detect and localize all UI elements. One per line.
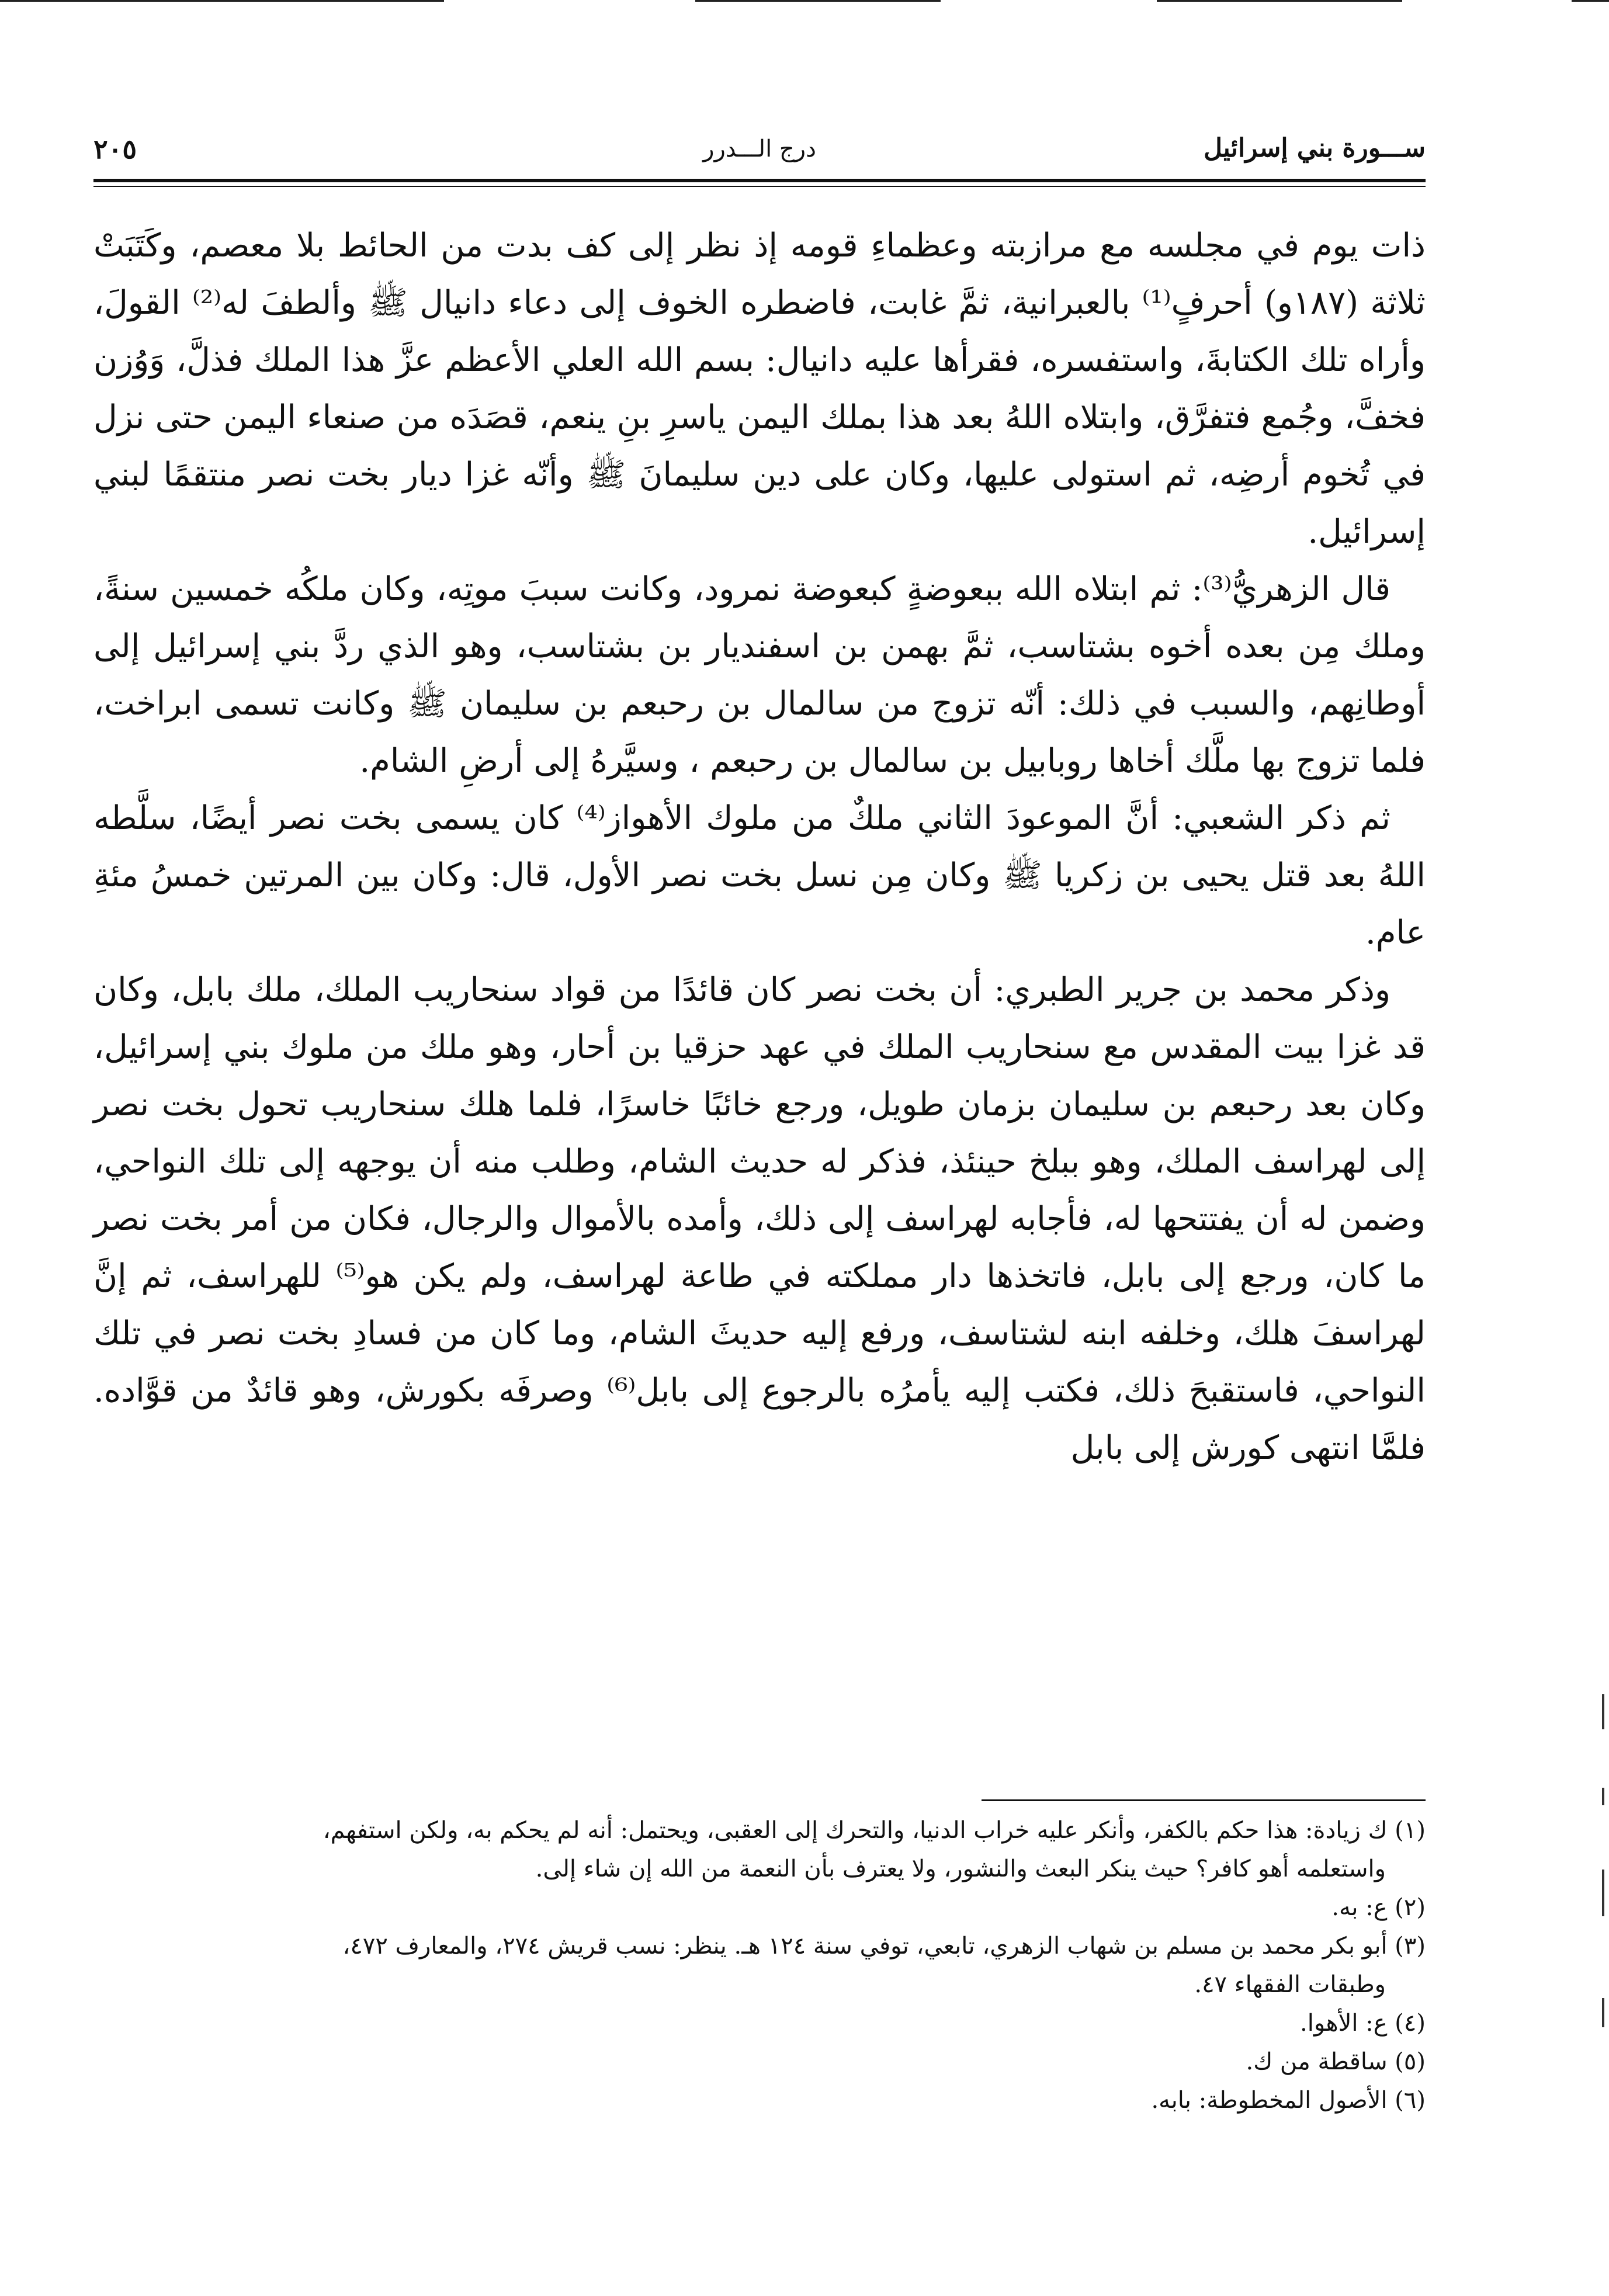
footnote-5: (٥) ساقطة من ك. [1246,2048,1426,2075]
page-header [93,133,1426,174]
paragraph-4: وذكر محمد بن جرير الطبري: أن بخت نصر كان قائدًا من قواد سنحاريب الملك، ملك بابل، وكان قد غزا بيت المقدس مع سنحاريب الملك في عهد حزقيا بن أحار، وهو ملك من ملوك بني إسرائيل، وكان بعد رحبعم بن سليمان بزمان طويل، ورجع خائبًا خاسرًا، فلما هلك سنحاريب تحول بخت نصر إلى لهراسف الملك، وهو ببلخ حينئذ، فذكر له حديث الشام، وطلب منه أن يوجهه إلى تلك النواحي، وضمن له أن يفتتحها له، فأجابه لهراسف إلى ذلك، وأمده بالأموال والرجال، فكان من أمر بخت نصر ما كان، ورجع إلى بابل، فاتخذها دار مملكته في طاعة لهراسف، ولم يكن هو⁽⁵⁾ للهراسف، ثم إنَّ لهراسفَ هلك، وخلفه ابنه لشتاسف، ورفع إليه حديثَ الشام، وما كان من فسادِ بخت نصر في تلك النواحي، فاستقبحَ ذلك، فكتب إليه يأمرُه بالرجوع إلى بابل⁽⁶⁾ وصرفَه بكورش، وهو قائدٌ من قوَّاده. فلمَّا انتهى كورش إلى بابل [93,971,1426,1467]
footnote-separator [982,1799,1426,1801]
surah-title: ســـورة بني إسرائيل [1204,133,1426,163]
scan-margin-marks [1591,1694,1609,2103]
footnotes [93,1811,1426,2120]
page-number: ٢٠٥ [93,133,137,165]
main-text [93,217,1426,1477]
footnote-2: (٢) ع: به. [1331,1894,1426,1921]
header-rule-thick [93,179,1426,182]
footnote-6: (٦) الأصول المخطوطة: بابه. [1151,2087,1426,2114]
footnote-3: (٣) أبو بكر محمد بن مسلم بن شهاب الزهري، تابعي، توفي سنة ١٢٤ هـ. ينظر: نسب قريش ٢٧٤، والمعارف ٤٧٢، [342,1933,1426,1959]
top-edge-marks [0,0,1609,5]
footnote-1-continued: واستعلمه أهو كافر؟ حيث ينكر البعث والنشور، ولا يعترف بأن النعمة من الله إن شاء إلى. [535,1855,1386,1882]
paragraph-2: قال الزهريُّ⁽³⁾: ثم ابتلاه الله ببعوضةٍ كبعوضة نمرود، وكانت سببَ موتِه، وكان ملكُه خمسين سنةً، وملك مِن بعده أخوه بشتاسب، ثمَّ بهمن بن اسفنديار بن بشتاسب، وهو الذي ردَّ بني إسرائيل إلى أوطانِهم، والسبب في ذلك: أنّه تزوج من سالمال بن رحبعم بن سليمان ﷺ وكانت تسمى ابراخت، فلما تزوج بها ملَّك أخاها روبابيل بن سالمال بن رحبعم ، وسيَّرهُ إلى أرضِ الشام. [93,570,1426,780]
footnote-3-continued: وطبقات الفقهاء ٤٧. [1194,1971,1386,1998]
header-double-rule [93,179,1426,189]
footnote-1: (١) ك زيادة: هذا حكم بالكفر، وأنكر عليه خراب الدنيا، والتحرك إلى العقبى، ويحتمل: أنه لم يحكم به، ولكن استفهم، [323,1817,1426,1844]
footnote-4: (٤) ع: الأهوا. [1300,2010,1426,2037]
header-rule-thin [93,186,1426,187]
paragraph-1: ذات يوم في مجلسه مع مرازبته وعظماءِ قومه إذ نظر إلى كف بدت من الحائط بلا معصم، وكَتَبَتْ ثلاثة (١٨٧و) أحرفٍ⁽¹⁾ بالعبرانية، ثمَّ غابت، فاضطره الخوف إلى دعاء دانيال ﷺ وألطفَ له⁽²⁾ القولَ، وأراه تلك الكتابةَ، واستفسره، فقرأها عليه دانيال: بسم الله العلي الأعظم عزَّ هذا الملك فذلَّ، وَوُزن فخفَّ، وجُمع فتفرَّق، وابتلاه اللهُ بعد هذا بملك اليمن ياسرِ بنِ ينعم، قصَدَه من صنعاء اليمن حتى نزل في تُخوم أرضِه، ثم استولى عليها، وكان على دين سليمانَ ﷺ وأنّه غزا ديار بخت نصر منتقمًا لبني إسرائيل. [93,227,1426,551]
book-title: درج الـــدرر [703,136,816,162]
paragraph-3: ثم ذكر الشعبي: أنَّ الموعودَ الثاني ملكٌ من ملوك الأهواز⁽⁴⁾ كان يسمى بخت نصر أيضًا، سلَّطه اللهُ بعد قتل يحيى بن زكريا ﷺ وكان مِن نسل بخت نصر الأول، قال: وكان بين المرتين خمسُ مئةِ عام. [93,799,1426,952]
